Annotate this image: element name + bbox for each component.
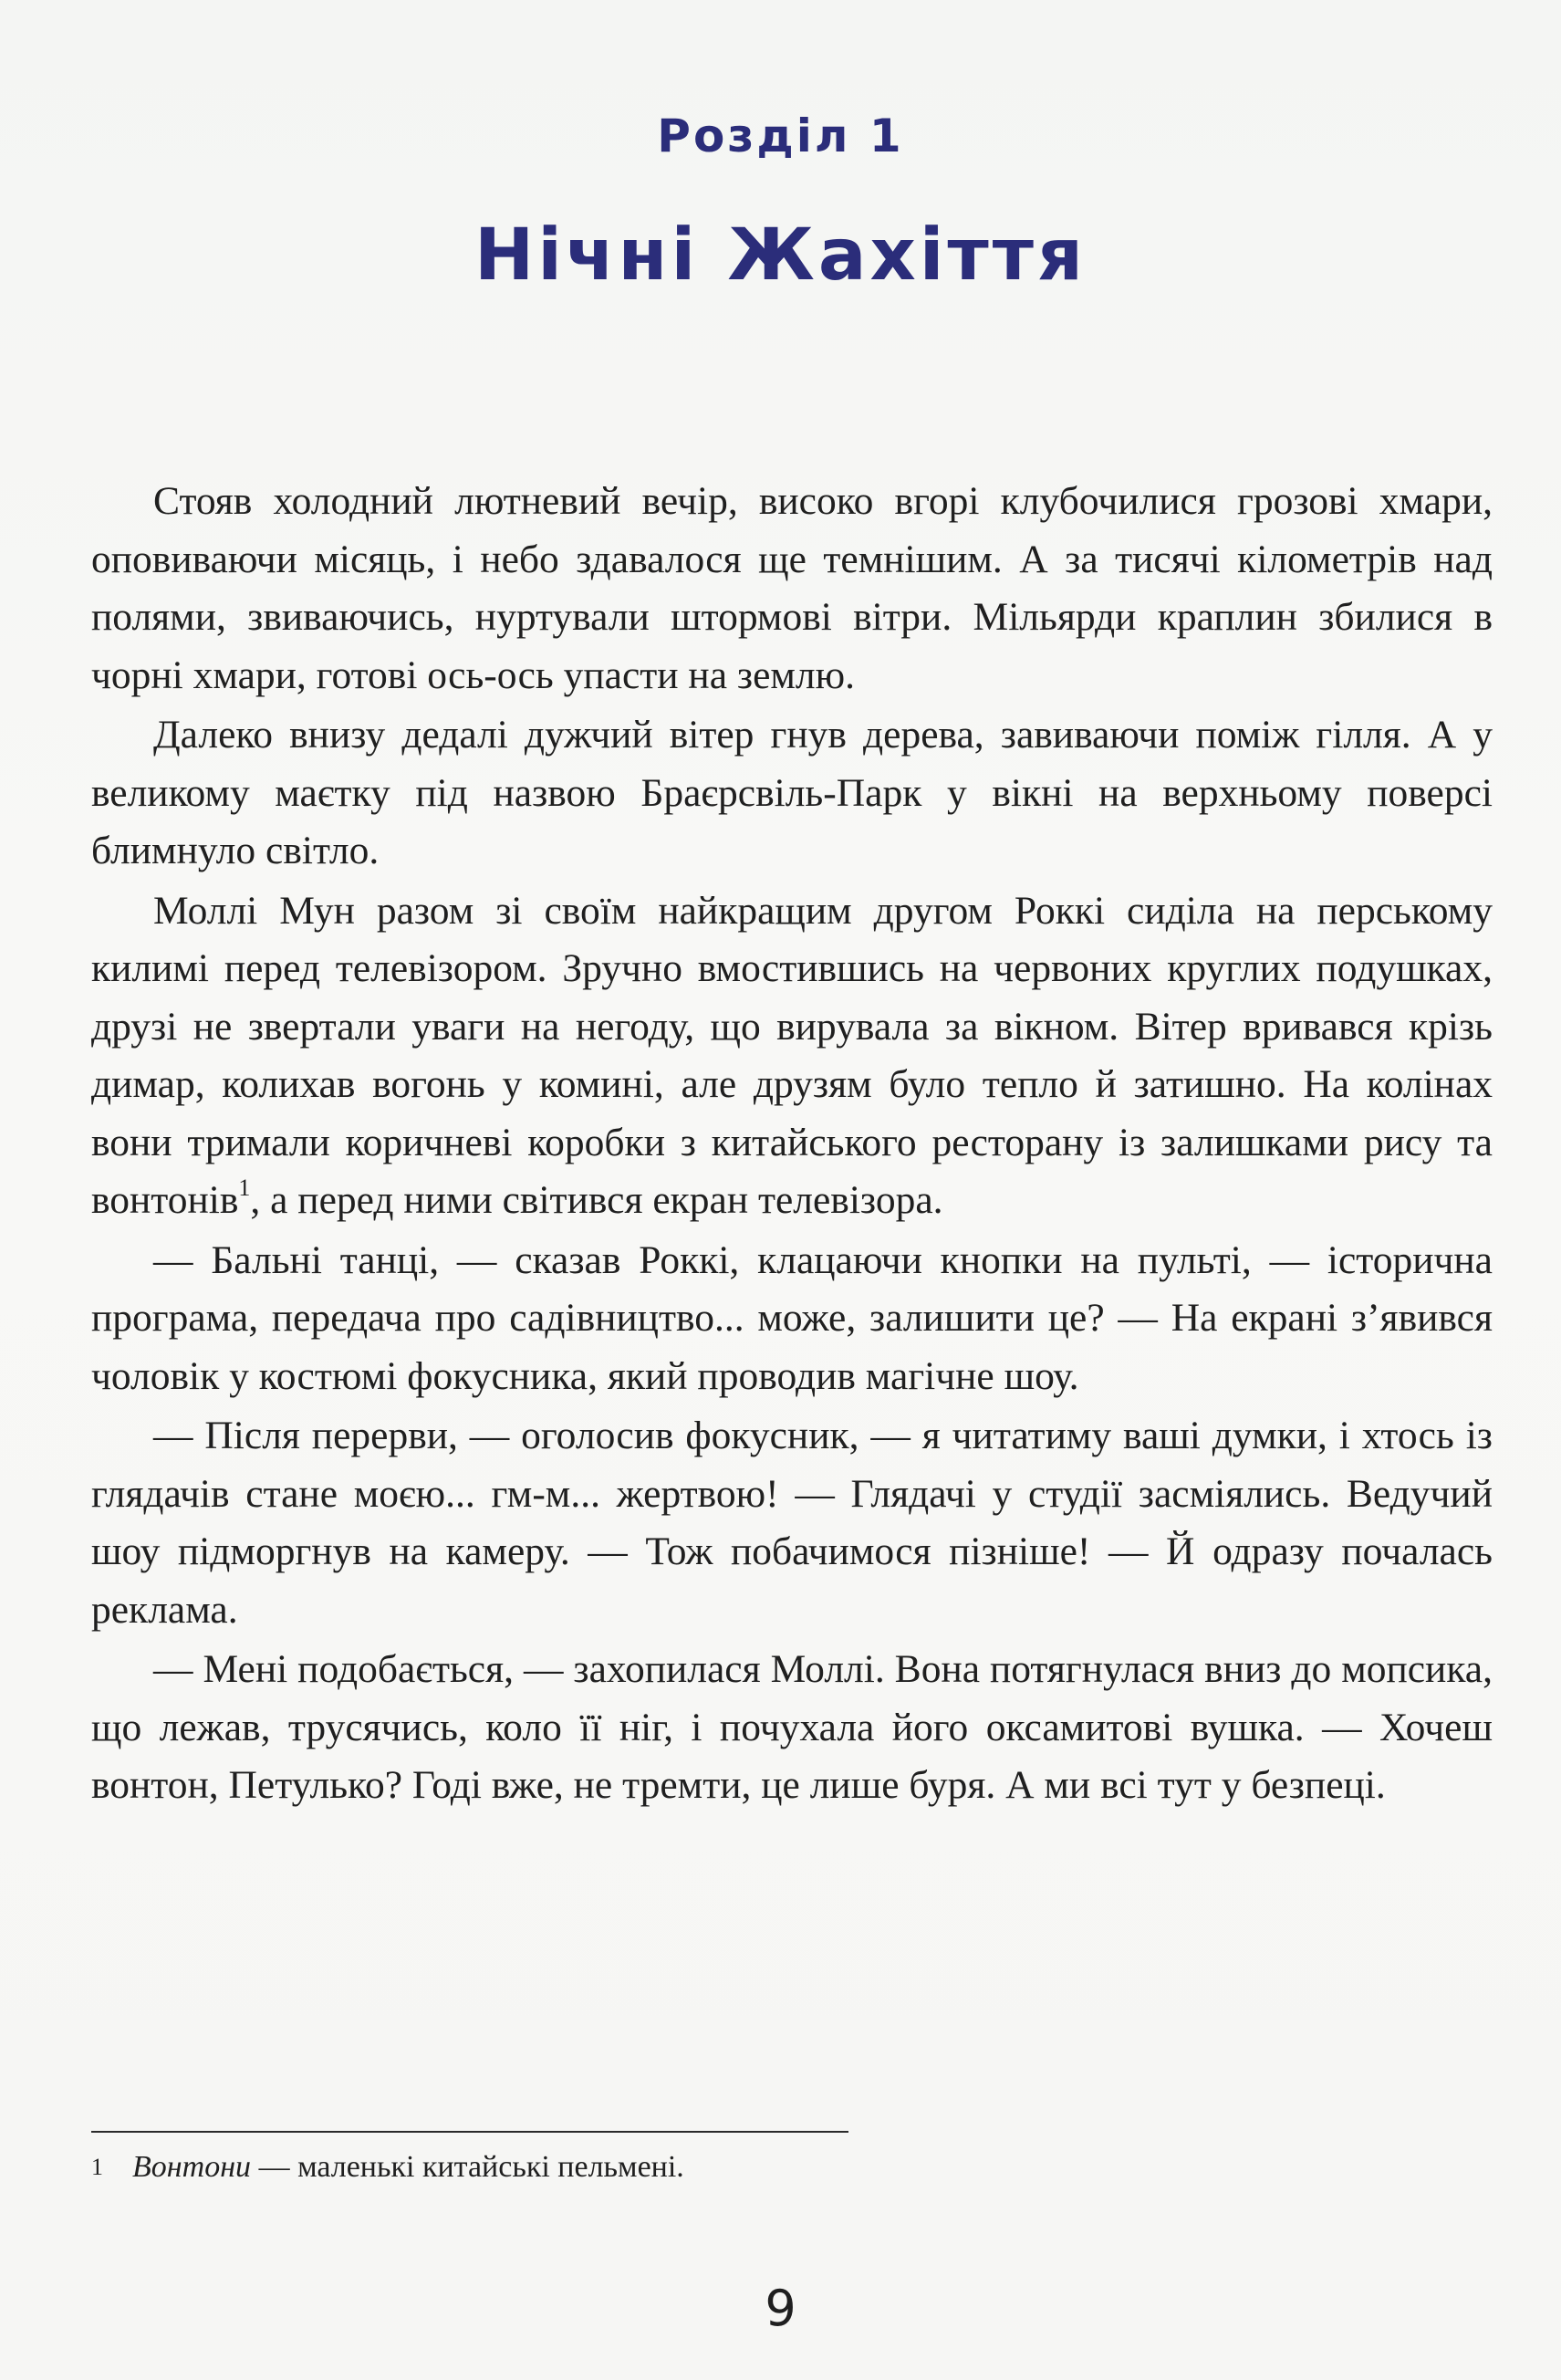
footnote-reference[interactable]: 1	[238, 1174, 251, 1201]
paragraph-5: — Після перерви, — оголосив фокусник, — я читатиму ваші думки, і хтось із глядачів стане моєю... гм-м... жертвою! — Глядачі у студії засміялись. Ведучий шоу підморгнув на камеру. — Тож побачимося пізніше! — Й одразу почалась реклама.	[91, 1414, 1493, 1632]
paragraph-3-text: Моллі Мун разом зі своїм найкращим другом Роккі сиділа на перському килимі перед телевізором. Зручно вмостившись на червоних круглих подушках, друзі не звертали уваги на негоду, що вирувала за вікном. Вітер вривався крізь димар, колихав вогонь у комині, але друзям було тепло й затишно. На колінах вони тримали коричневі коробки з китайського ресторану із залишками рису та вонтонів	[91, 888, 1493, 1222]
page-number: 9	[765, 2280, 796, 2337]
paragraph-1: Стояв холодний лютневий вечір, високо вгорі клубочилися грозові хмари, оповиваючи місяць, і небо здавалося ще темнішим. А за тисячі кілометрів над полями, звиваючись, нуртували штормові вітри. Мільярди краплин збилися в чорні хмари, готові ось-ось упасти на землю.	[91, 479, 1493, 697]
body-text	[91, 473, 1493, 1815]
footnote	[91, 2146, 1460, 2188]
paragraph-3	[91, 882, 1493, 1230]
chapter-label: Розділ 1	[657, 110, 904, 162]
paragraph-2: Далеко внизу дедалі дужчий вітер гнув дерева, завиваючи поміж гілля. А у великому маєтку під назвою Браєрсвіль-Парк у вікні на верхньому поверсі блимнуло світло.	[91, 713, 1493, 872]
paragraph-6: — Мені подобається, — захопилася Моллі. Вона потягнулася вниз до мопсика, що лежав, трусячись, коло її ніг, і почухала його оксамитові вушка. — Хочеш вонтон, Петулько? Годі вже, не тремти, це лише буря. А ми всі тут у безпеці.	[91, 1647, 1493, 1807]
paragraph-3-tail: , а перед ними світився екран телевізора.	[250, 1178, 943, 1222]
footnote-divider	[91, 2131, 848, 2133]
chapter-title: Нічні Жахіття	[474, 214, 1087, 297]
footnote-number: 1	[91, 2154, 103, 2180]
footnote-term: Вонтони	[132, 2150, 252, 2184]
paragraph-4: — Бальні танці, — сказав Роккі, клацаючи кнопки на пульті, — історична програма, передача про садівництво... може, залишити це? — На екрані з’явився чоловік у костюмі фокусника, який проводив магічне шоу.	[91, 1237, 1493, 1398]
footnote-text: — маленькі китайські пельмені.	[251, 2150, 684, 2184]
